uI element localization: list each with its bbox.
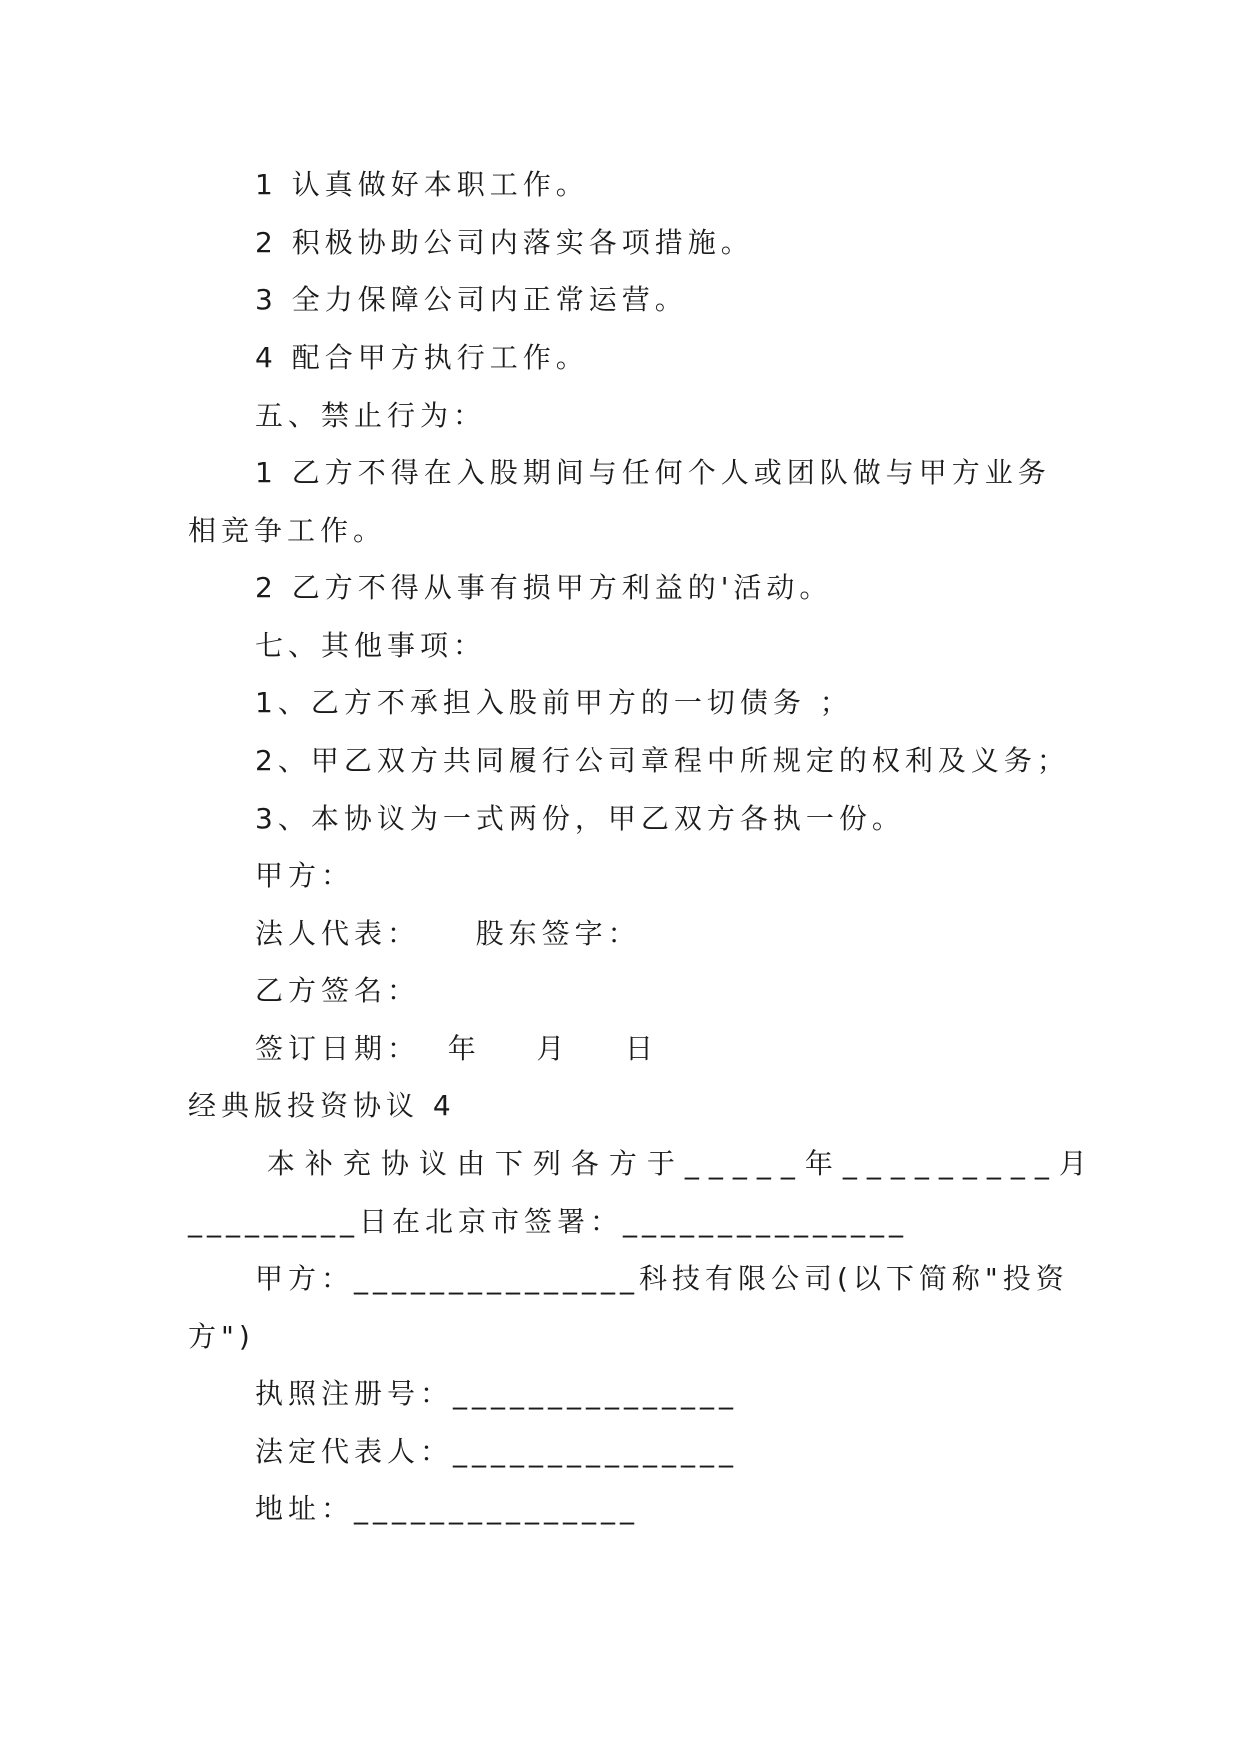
- address-field: 地址：_______________: [255, 1492, 640, 1525]
- supplement-intro-continued: _________日在北京市签署：_______________: [188, 1205, 909, 1238]
- party-b-signature-line: 乙方签名：: [255, 974, 421, 1007]
- other-item-2: 2、甲乙双方共同履行公司章程中所规定的权利及义务；: [255, 744, 1070, 777]
- party-a-label: 甲方：: [255, 859, 355, 892]
- duty-item-2: 2 积极协助公司内落实各项措施。: [255, 226, 754, 259]
- duty-item-1: 1 认真做好本职工作。: [255, 168, 589, 201]
- prohibited-item-1: 1 乙方不得在入股期间与任何个人或团队做与甲方业务: [255, 456, 1051, 489]
- prohibited-item-1-continued: 相竞争工作。: [188, 514, 387, 547]
- license-number-field: 执照注册号：_______________: [255, 1377, 739, 1410]
- legal-representative-field: 法定代表人：_______________: [255, 1435, 739, 1468]
- signing-date-line: 签订日期： 年 月 日: [255, 1032, 659, 1065]
- other-item-1: 1、乙方不承担入股前甲方的一切债务 ；: [255, 686, 853, 719]
- duty-item-4: 4 配合甲方执行工作。: [255, 341, 589, 374]
- agreement-title: 经典版投资协议 4: [188, 1089, 456, 1122]
- investor-party-line-continued: 方"): [188, 1320, 255, 1353]
- other-item-3: 3、本协议为一式两份，甲乙双方各执一份。: [255, 802, 905, 835]
- section-heading-prohibited: 五、禁止行为：: [255, 399, 487, 432]
- prohibited-item-2: 2 乙方不得从事有损甲方利益的'活动。: [255, 571, 833, 604]
- section-heading-other: 七、其他事项：: [255, 629, 487, 662]
- investor-party-line: 甲方：_______________科技有限公司(以下简称"投资: [255, 1262, 1069, 1295]
- supplement-intro: 本补充协议由下列各方于_____年_________月: [248, 1147, 1097, 1180]
- legal-rep-signature-line: 法人代表： 股东签字：: [255, 917, 641, 950]
- duty-item-3: 3 全力保障公司内正常运营。: [255, 283, 688, 316]
